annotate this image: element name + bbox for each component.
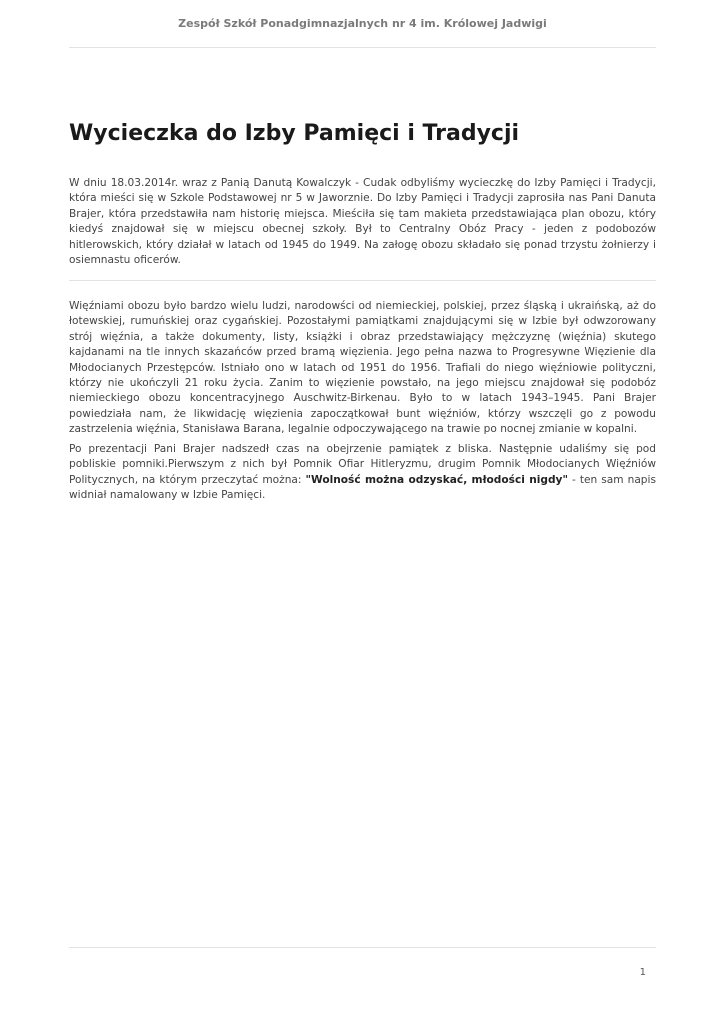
paragraph-3-text-start: Po prezentacji Pani Brajer nadszedł czas na obejrzenie pamiątek z bliska. Następnie udaliśmy się pod pobliskie pomniki.Pierwszym z nich był Pomnik Ofiar Hitleryzmu, drugim Pomnik Młodocianych Więźniów Politycznych, na którym przeczytać można: [69, 443, 656, 486]
article-paragraph-2: Więźniami obozu było bardzo wielu ludzi, narodowści od niemieckiej, polskiej, przez śląską i ukraińską, aż do łotewskiej, rumuńskiej oraz cygańskiej. Pozostałymi pamiątkami znajdującymi się w Izbie był odwzorowany strój więźnia, a także dokumenty, listy, książki i obraz przedstawiający mężczyznę (więźnia) skutego kajdanami na tle innych skazańców przed bramą więzienia. Jego pełna nazwa to Progresywne Więzienie dla Młodocianych Przestępców. Istniało ono w latach od 1951 do 1956. Trafiali do niego więźniowie polityczni, którzy nie ukończyli 21 roku życia. Zanim to więzienie powstało, na jego miejscu znajdował się podobóz niemieckiego obozu koncentracyjnego Auschwitz-Birkenau. Było to w latach 1943–1945. Pani Brajer powiedziała nam, że likwidację więzienia zapoczątkował bunt więźniów, którzy wszczęli go z powodu zastrzelenia więźnia, Stanisława Barana, legalnie odpoczywającego na trawie po nocnej zmianie w kopalni. [69, 300, 656, 436]
header-divider [69, 47, 656, 48]
footer-divider [69, 947, 656, 948]
paragraph-3-text-end: - ten sam napis widniał namalowany w Izbie Pamięci. [69, 473, 656, 502]
document-header: Zespół Szkół Ponadgimnazjalnych nr 4 im. Królowej Jadwigi [178, 17, 547, 30]
section-divider [69, 280, 656, 281]
page-number: 1 [639, 967, 646, 978]
article-paragraph-3 [69, 442, 656, 504]
article-paragraph-1: W dniu 18.03.2014r. wraz z Panią Danutą Kowalczyk - Cudak odbyliśmy wycieczkę do Izby Pamięci i Tradycji, która mieści się w Szkole Podstawowej nr 5 w Jaworznie. Do Izby Pamięci i Tradycji zaprosiła nas Pani Danuta Brajer, która przedstawiła nam historię miejsca. Mieściła się tam makieta przedstawiająca plan obozu, który kiedyś znajdował się w miejscu obecnej szkoły. Był to Centralny Obóz Pracy - jeden z podobozów hitlerowskich, który działał w latach od 1945 do 1949. Na załogę obozu składało się ponad trzystu żołnierzy i osiemnastu oficerów. [69, 177, 656, 267]
article-title: Wycieczka do Izby Pamięci i Tradycji [69, 121, 520, 146]
monument-inscription-quote: "Wolność można odzyskać, młodości nigdy" [305, 473, 568, 486]
